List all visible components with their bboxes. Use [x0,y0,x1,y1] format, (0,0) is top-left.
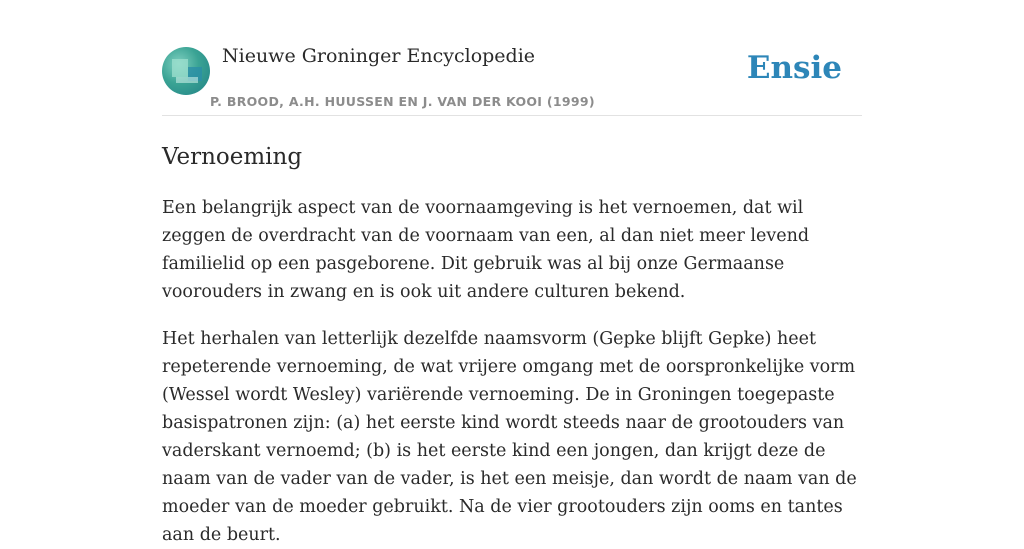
article-paragraph: Het herhalen van letterlijk dezelfde naamsvorm (Gepke blijft Gepke) heet repeterende vernoeming, de wat vrijere omgang met de oorspronkelijke vorm (Wessel wordt Wesley) variërende vernoeming. De in Groningen toegepaste basispatronen zijn: (a) het eerste kind wordt steeds naar de grootouders van vaderskant vernoemd; (b) is het eerste kind een jongen, dan krijgt deze de naam van de vader van de vader, is het een meisje, dan wordt de naam van de moeder van de moeder gebruikt. Na de vier grootouders zijn ooms en tantes aan de beurt. [162,329,857,545]
brand-logo[interactable]: Ensie [746,50,842,86]
encyclopedia-avatar[interactable] [162,47,210,95]
authors-line: P. BROOD, A.H. HUUSSEN EN J. VAN DER KOOI (1999) [210,94,595,109]
site-title[interactable]: Nieuwe Groninger Encyclopedie [222,45,536,67]
content-container [162,0,862,549]
header [162,0,862,116]
article-paragraph: Een belangrijk aspect van de voornaamgeving is het vernoemen, dat wil zeggen de overdracht van de voornaam van een, al dan niet meer levend familielid op een pasgeborene. Dit gebruik was al bij onze Germaanse voorouders in zwang en is ook uit andere culturen bekend. [162,198,810,302]
article-title: Vernoeming [162,144,303,170]
